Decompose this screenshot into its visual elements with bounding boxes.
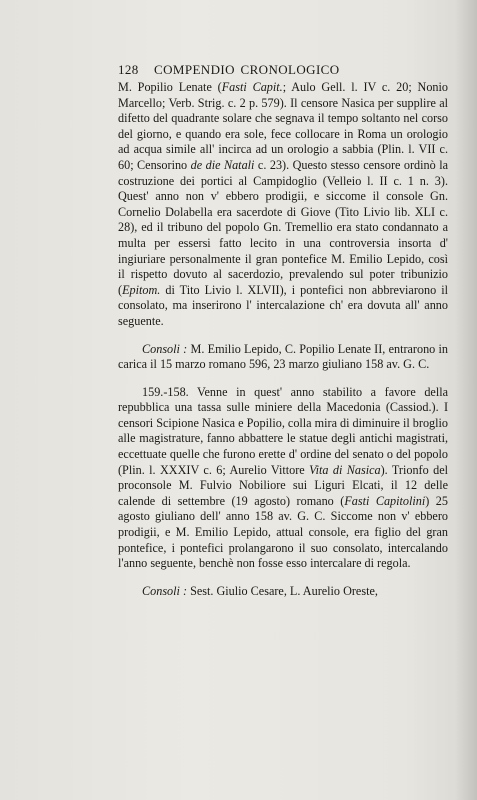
text-run: M. Popilio Lenate (	[118, 80, 222, 94]
body-text	[118, 80, 448, 599]
running-header	[118, 62, 448, 80]
italic-run: de die Natali	[190, 157, 255, 172]
page-edge-shadow	[455, 0, 477, 800]
consuls-label: Consoli :	[142, 583, 188, 598]
italic-run: Epitom.	[122, 282, 161, 297]
paragraph-consuls-1	[118, 342, 448, 373]
italic-run: Vita di Nasica	[309, 462, 381, 477]
paragraph-2	[118, 385, 448, 572]
text-run: ; Aulo Gell. l. IV c. 20; Nonio Marcello; Verb. Strig. c. 2 p. 579). Il censore Nasica per supplire al difetto del quadrante solare che segnava il tempo soltanto nel corso del giorno, e quando era sole, fece collocare in Roma un orologio ad acqua simile all' incirca ad un orologio a sabbia (Plin. l. VII c. 60; Censorino	[118, 80, 448, 172]
text-run: ). Trionfo del proconsole M. Fulvio Nobiliore sui Liguri Elcati, il 12 delle calende di settembre (19 agosto) romano (	[118, 462, 448, 508]
paragraph-1	[118, 80, 448, 330]
text-run: c. 23). Questo stesso censore ordinò la costruzione dei portici al Campidoglio (Velleio l. II c. 1 n. 3). Quest' anno non v' ebbero prodigii, e siccome il console Gn. Cornelio Dolabella era sacerdote di Giove (Tito Livio lib. XLI c. 28), ed il tribuno del popolo Gn. Tremellio era stato condannato a multa per essersi fatto lecito in una controversia insorta d' ingiuriare personalmente il gran pontefice M. Emilio Lepido, così il rispetto dovuto al sacerdozio, prevalendo sul poter tribunizio (	[118, 157, 448, 297]
text-run: ) 25 agosto giuliano dell' anno 158 av. G. C. Siccome non v' ebbero prodigii, e M. Emilio Lepido, attual console, era figlio del gran pontefice, i pontefici prolangarono il suo consolato, intercalando l'anno seguente, benchè non fosse esso intercalare di regola.	[118, 493, 448, 571]
running-title: COMPENDIO CRONOLOGICO	[154, 62, 340, 77]
text-run: 159.-158. Venne in quest' anno stabilito a favore della repubblica una tassa sulle miniere della Macedonia (Cassiod.). I censori Scipione Nasica e Popilio, colla mira di diminuire il broglio alle magistrature, fanno abbattere le statue degli antichi magistrati, eccettuate quelle che furono erette d' ordine del senato o del popolo (Plin. l. XXXIV c. 6; Aurelio Vittore	[118, 384, 449, 477]
italic-run: Fasti Capit.	[221, 80, 283, 94]
italic-run: Fasti Capitolini	[344, 493, 426, 508]
consuls-label: Consoli :	[142, 341, 188, 356]
paragraph-consuls-2	[118, 584, 448, 600]
text-run: di Tito Livio l. XLVII), i pontefici non abbreviarono il consolato, ma inserirono l' intercalazione ch' era dovuta all' anno seguente.	[118, 282, 448, 328]
page-number: 128	[118, 62, 139, 77]
text-run: Sest. Giulio Cesare, L. Aurelio Oreste,	[187, 583, 378, 598]
text-run: M. Emilio Lepido, C. Popilio Lenate II, entrarono in carica il 15 marzo romano 596, 23 marzo giuliano 158 av. G. C.	[118, 341, 448, 372]
